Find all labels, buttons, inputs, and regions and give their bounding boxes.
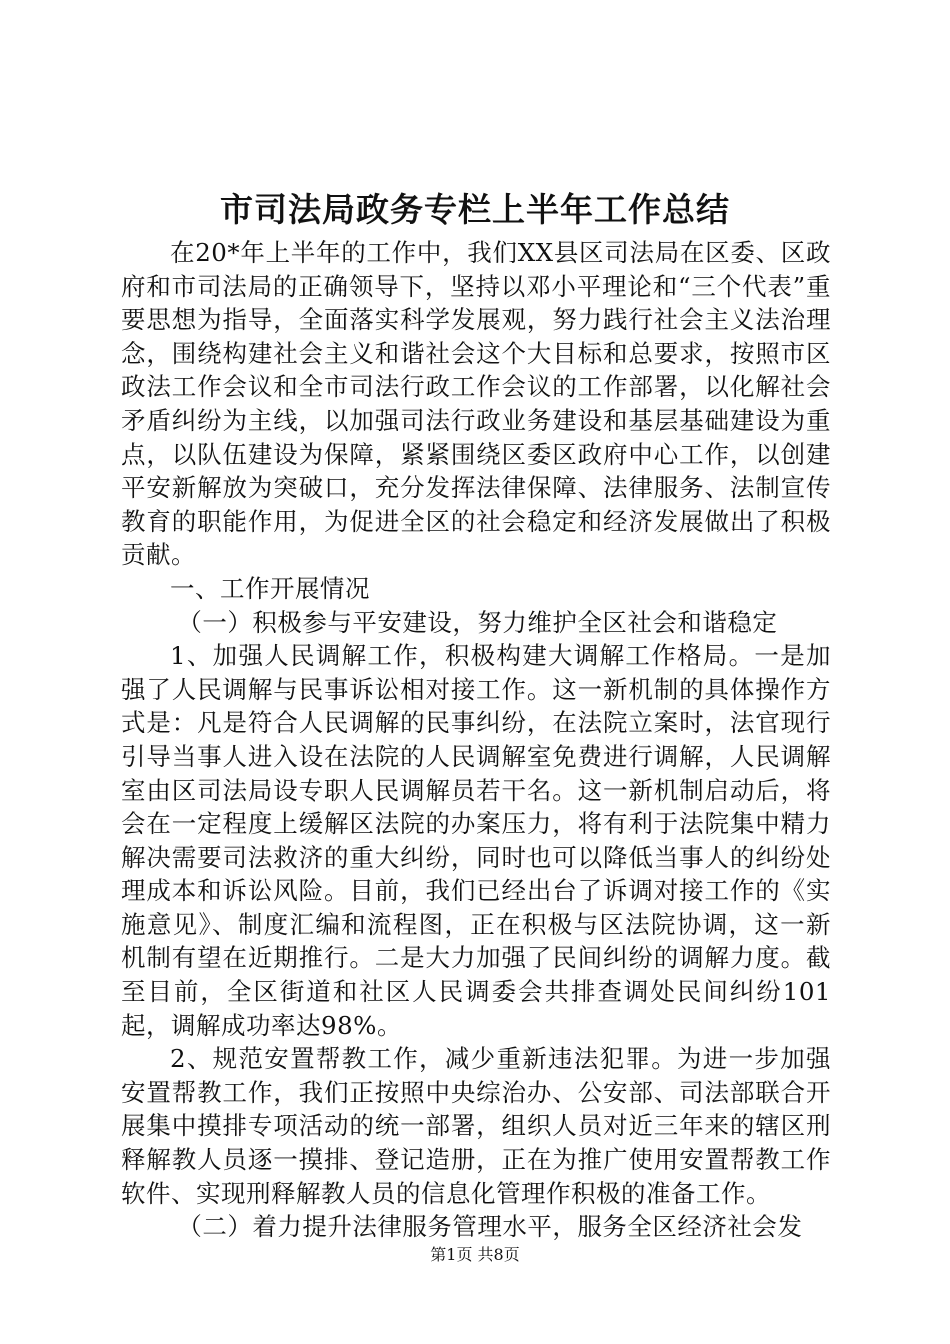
document-body	[121, 236, 831, 1244]
document-title: 市司法局政务专栏上半年工作总结	[220, 190, 730, 229]
subsection-heading: （二）着力提升法律服务管理水平，服务全区经济社会发	[177, 1212, 803, 1242]
body-paragraph: 1、加强人民调解工作，积极构建大调解工作格局。一是加强了人民调解与民事诉讼相对接工作。这一新机制的具体操作方式是：凡是符合人民调解的民事纠纷，在法院立案时，法官现行引导当事人进入设在法院的人民调解室免费进行调解，人民调解室由区司法局设专职人民调解员若干名。这一新机制启动后，将会在一定程度上缓解区法院的办案压力，将有利于法院集中精力解决需要司法救济的重大纠纷，同时也可以降低当事人的纠纷处理成本和诉讼风险。目前，我们已经出台了诉调对接工作的《实施意见》、制度汇编和流程图，正在积极与区法院协调，这一新机制有望在近期推行。二是大力加强了民间纠纷的调解力度。截至目前，全区街道和社区人民调委会共排查调处民间纠纷101起，调解成功率达98%。	[121, 641, 831, 1040]
body-paragraph: 2、规范安置帮教工作，减少重新违法犯罪。为进一步加强安置帮教工作，我们正按照中央综治办、公安部、司法部联合开展集中摸排专项活动的统一部署，组织人员对近三年来的辖区刑释解教人员逐一摸排、登记造册，正在为推广使用安置帮教工作软件、实现刑释解教人员的信息化管理作积极的准备工作。	[121, 1044, 831, 1208]
subsection-heading: （一）积极参与平安建设，努力维护全区社会和谐稳定	[177, 607, 778, 637]
section-heading: 一、工作开展情况	[170, 573, 370, 603]
intro-paragraph: 在20*年上半年的工作中，我们XX县区司法局在区委、区政府和市司法局的正确领导下，坚持以邓小平理论和“三个代表”重要思想为指导，全面落实科学发展观，努力践行社会主义法治理念，围绕构建社会主义和谐社会这个大目标和总要求，按照市区政法工作会议和全市司法行政工作会议的工作部署，以化解社会矛盾纠纷为主线，以加强司法行政业务建设和基层基础建设为重点，以队伍建设为保障，紧紧围绕区委区政府中心工作，以创建平安新解放为突破口，充分发挥法律保障、法律服务、法制宣传教育的职能作用，为促进全区的社会稳定和经济发展做出了积极贡献。	[121, 238, 831, 570]
page-footer: 第1页 共8页	[430, 1245, 520, 1264]
